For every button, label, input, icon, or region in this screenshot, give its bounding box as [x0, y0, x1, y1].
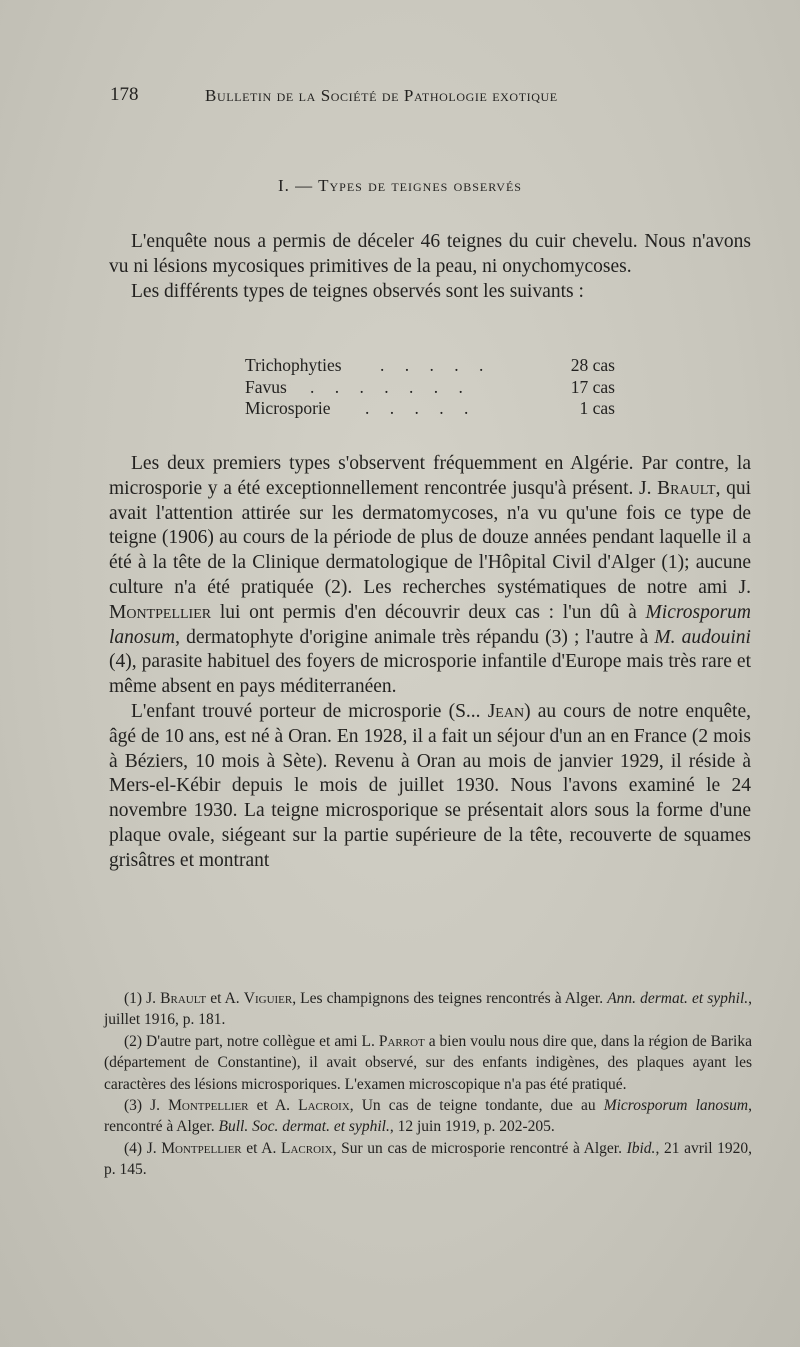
- type-label: Trichophyties: [245, 355, 342, 375]
- author-name: Montpellier: [109, 601, 212, 623]
- footnote-2: (2) D'autre part, notre collègue et ami L. Parrot a bien voulu nous dire que, dans la région de Barika (département de Constantine), il avait observé, sur des enfants indigènes, des plaques ayant les caractères des lésions microsporiques. L'examen microscopique n'a pas été pratiqué.: [104, 1032, 752, 1093]
- paragraph-types-lead: Les différents types de teignes observés sont les suivants :: [131, 280, 584, 302]
- page-header: [0, 84, 800, 114]
- footnotes: [104, 988, 752, 1181]
- table-row: [245, 377, 615, 399]
- running-title: Bulletin de la Société de Pathologie exotique: [205, 86, 558, 105]
- species-name: M. audouini: [654, 626, 751, 648]
- page-number: 178: [110, 84, 139, 105]
- species-name: Microsporum lanosum: [109, 601, 751, 648]
- type-label: Microsporie: [245, 398, 331, 418]
- table-row: [245, 355, 615, 377]
- leader-dots: . . . . . . .: [310, 376, 471, 397]
- types-table: [245, 355, 615, 420]
- case-count: 17 cas: [570, 376, 615, 397]
- intro-text: [109, 230, 751, 304]
- footnote-1: (1) J. Brault et A. Viguier, Les champignons des teignes rencontrés à Alger. Ann. dermat. et syphil., juillet 1916, p. 181.: [104, 990, 752, 1029]
- case-count: 1 cas: [579, 398, 615, 418]
- author-name: Brault: [657, 477, 716, 499]
- type-label: Favus: [245, 376, 287, 397]
- paragraph-intro: L'enquête nous a permis de déceler 46 teignes du cuir chevelu. Nous n'avons vu ni lésions mycosiques primitives de la peau, ni onychomycoses.: [109, 231, 751, 277]
- main-text: [109, 452, 751, 874]
- leader-dots: . . . . .: [365, 398, 477, 418]
- leader-dots: . . . . .: [380, 355, 492, 375]
- paragraph-case: L'enfant trouvé porteur de microsporie (S... Jean) au cours de notre enquête, âgé de 10 ans, est né à Oran. En 1928, il a fait un séjour d'un an en France (2 mois à Béziers, 10 mois à Sète). Revenu à Oran au mois de janvier 1929, il réside à Mers-el-Kébir depuis le mois de juillet 1930. Nous l'avons examiné le 24 novembre 1930. La teigne microsporique se présentait alors sous la forme d'une plaque ovale, siégeant sur la partie supérieure de la tête, recouverte de squames grisâtres et montrant: [109, 700, 751, 871]
- table-row: [245, 398, 615, 420]
- patient-name: Jean: [487, 700, 525, 722]
- case-count: 28 cas: [570, 355, 615, 375]
- footnote-3: (3) J. Montpellier et A. Lacroix, Un cas de teigne tondante, due au Microsporum lanosum, rencontré à Alger. Bull. Soc. dermat. et syphil., 12 juin 1919, p. 202-205.: [104, 1097, 752, 1136]
- paragraph-microsporie: Les deux premiers types s'observent fréquemment en Algérie. Par contre, la microsporie y a été exceptionnellement rencontrée jusqu'à présent. J. Brault, qui avait l'attention attirée sur les dermatomycoses, n'a vu qu'une fois ce type de teigne (1906) au cours de la période de plus de douze années pendant laquelle il a été à la tête de la Clinique dermatologique de l'Hôpital Civil d'Alger (1); aucune culture n'a été pratiquée (2). Les recherches systématiques de notre ami J. Montpellier lui ont permis d'en découvrir deux cas : l'un dû à Microsporum lanosum, dermatophyte d'origine animale très répandu (3) ; l'autre à M. audouini (4), parasite habituel des foyers de microsporie infantile d'Europe mais très rare et même absent en pays méditerranéen.: [109, 453, 752, 698]
- footnote-4: (4) J. Montpellier et A. Lacroix, Sur un cas de microsporie rencontré à Alger. Ibid., 21 avril 1920, p. 145.: [104, 1139, 753, 1179]
- section-title: I. — Types de teignes observés: [278, 176, 522, 195]
